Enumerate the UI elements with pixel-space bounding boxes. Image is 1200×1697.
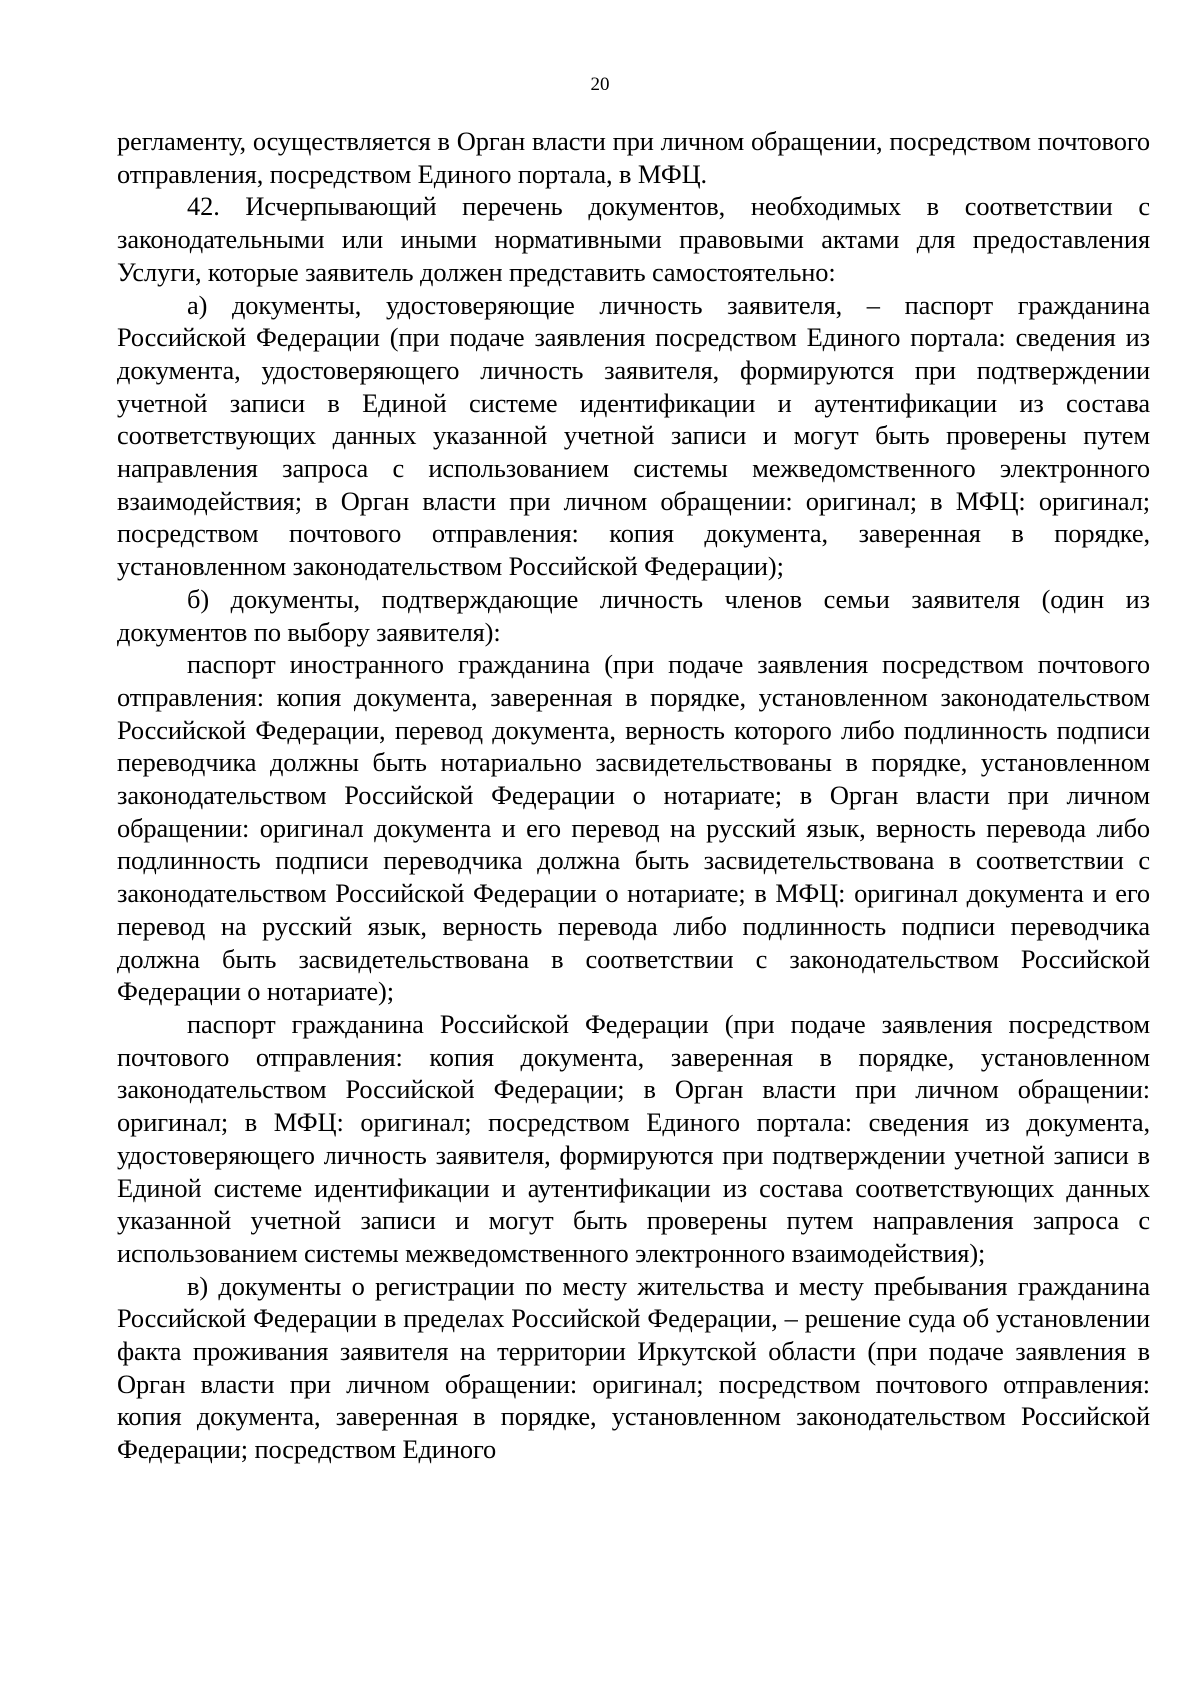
paragraph-item-a: а) документы, удостоверяющие личность заявителя, – паспорт гражданина Российской Федерации (при подаче заявления посредством Единого портала: сведения из документа, удостоверяющего личность заявителя, формируются при подтверждении учетной записи в Единой системе идентификации и аутентификации из состава соответствующих данных указанной учетной записи и могут быть проверены путем направления запроса с использованием системы межведомственного электронного взаимодействия; в Орган власти при личном обращении: оригинал; в МФЦ: оригинал; посредством почтового отправления: копия документа, заверенная в порядке, установленном законодательством Российской Федерации); xyxy=(117,289,1150,582)
paragraph-russian-passport: паспорт гражданина Российской Федерации (при подаче заявления посредством почтового отправления: копия документа, заверенная в порядке, установленном законодательством Российской Федерации; в Орган власти при личном обращении: оригинал; в МФЦ: оригинал; посредством Единого портала: сведения из документа, удостоверяющего личность заявителя, формируются при подтверждении учетной записи в Единой системе идентификации и аутентификации из состава соответствующих данных указанной учетной записи и могут быть проверены путем направления запроса с использованием системы межведомственного электронного взаимодействия); xyxy=(117,1008,1150,1268)
paragraph-item-42: 42. Исчерпывающий перечень документов, необходимых в соответствии с законодательными или иными нормативными правовыми актами для предоставления Услуги, которые заявитель должен представить самостоятельно: xyxy=(117,191,1150,287)
paragraph-item-b: б) документы, подтверждающие личность членов семьи заявителя (один из документов по выбору заявителя): xyxy=(117,583,1150,647)
paragraph-item-v: в) документы о регистрации по месту жительства и месту пребывания гражданина Российской Федерации в пределах Российской Федерации, – решение суда об установлении факта проживания заявителя на территории Иркутской области (при подаче заявления в Орган власти при личном обращении: оригинал; посредством почтового отправления: копия документа, заверенная в порядке, установленном законодательством Российской Федерации; посредством Единого xyxy=(117,1270,1150,1465)
paragraph-foreign-passport: паспорт иностранного гражданина (при подаче заявления посредством почтового отправления: копия документа, заверенная в порядке, установленном законодательством Российской Федерации, перевод документа, верность которого либо подлинность подписи переводчика должны быть нотариально засвидетельствованы в порядке, установленном законодательством Российской Федерации о нотариате; в Орган власти при личном обращении: оригинал документа и его перевод на русский язык, верность перевода либо подлинность подписи переводчика должна быть засвидетельствована в соответствии с законодательством Российской Федерации о нотариате; в МФЦ: оригинал документа и его перевод на русский язык, верность перевода либо подлинность подписи переводчика должна быть засвидетельствована в соответствии с законодательством Российской Федерации о нотариате); xyxy=(117,649,1150,1007)
page-number: 20 xyxy=(590,74,610,95)
document-body xyxy=(117,125,1150,1466)
paragraph-continuation: регламенту, осуществляется в Орган власти при личном обращении, посредством почтового отправления, посредством Единого портала, в МФЦ. xyxy=(117,126,1150,189)
